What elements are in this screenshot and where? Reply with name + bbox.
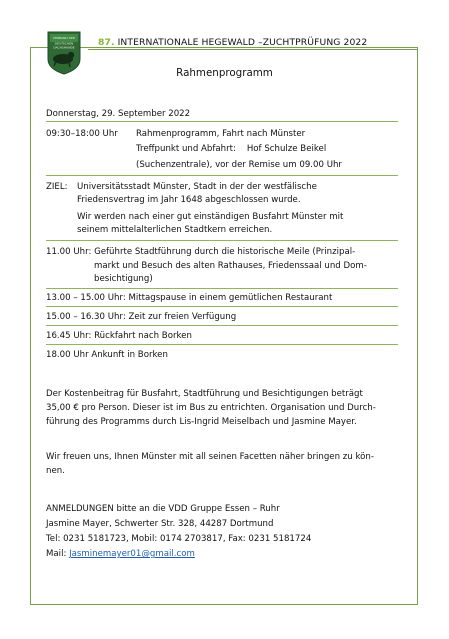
schedule-item-cont: besichtigung)	[94, 274, 153, 284]
event-date: Donnerstag, 29. September 2022	[46, 109, 191, 119]
svg-text:DEUTSCHEN: DEUTSCHEN	[54, 41, 74, 46]
schedule-item: 11.00 Uhr: Geführte Stadtführung durch die historische Meile (Prinzipal-	[46, 247, 356, 257]
program-line: (Suchenzentrale), vor der Remise um 09.00 Uhr	[136, 160, 342, 170]
edition-number: 87.	[98, 37, 115, 48]
cost-text: 35,00 € pro Person. Dieser ist im Bus zu entrichten. Organisation und Durch-	[46, 403, 376, 413]
mail-label: Mail:	[46, 549, 67, 559]
ziel-line: Universitätsstadt Münster, Stadt in der der westfälische	[77, 182, 317, 192]
closing-text: Wir freuen uns, Ihnen Münster mit all seinen Facetten näher bringen zu kön-	[46, 452, 374, 462]
divider	[46, 240, 398, 241]
closing-text: nen.	[46, 466, 65, 476]
divider	[46, 306, 398, 307]
registration-heading: ANMELDUNGEN bitte an die VDD Gruppe Essen – Ruhr	[46, 504, 280, 514]
divider	[46, 325, 398, 326]
ziel-line: Friedensvertrag im Jahr 1648 abgeschlossen wurde.	[77, 195, 301, 205]
contact-address: Jasmine Mayer, Schwerter Str. 328, 44287 Dortmund	[46, 519, 274, 529]
schedule-item: 15.00 – 16.30 Uhr: Zeit zur freien Verfügung	[46, 312, 237, 322]
ziel-label: ZIEL:	[46, 182, 68, 192]
divider	[46, 288, 398, 289]
schedule-item: 18.00 Uhr Ankunft in Borken	[46, 350, 168, 360]
svg-text:DACHSHUNDE: DACHSHUNDE	[53, 45, 75, 50]
schedule-item: 16.45 Uhr: Rückfahrt nach Borken	[46, 331, 192, 341]
cost-text: führung des Programms durch Lis-Ingrid Meiselbach und Jasmine Mayer.	[46, 417, 357, 427]
program-time: 09:30–18:00 Uhr	[46, 129, 118, 139]
schedule-item: 13.00 – 15.00 Uhr: Mittagspause in einem gemütlichen Restaurant	[46, 293, 333, 303]
contact-mail-row	[46, 548, 195, 560]
program-line: Rahmenprogramm, Fahrt nach Münster	[136, 129, 306, 139]
divider	[46, 121, 398, 122]
page-title: Rahmenprogramm	[176, 67, 273, 79]
header-divider	[88, 49, 418, 50]
event-name: INTERNATIONALE HEGEWALD –ZUCHTPRÜFUNG 2022	[117, 37, 368, 48]
program-line: Treffpunkt und Abfahrt: Hof Schulze Beikel	[136, 144, 327, 154]
header-title	[98, 37, 367, 48]
divider	[46, 175, 398, 176]
ziel-line: Wir werden nach einer gut einständigen Busfahrt Münster mit	[77, 212, 344, 222]
divider	[46, 344, 398, 345]
contact-phone: Tel: 0231 5181723, Mobil: 0174 2703817, Fax: 0231 5181724	[46, 534, 312, 544]
schedule-item-cont: markt und Besuch des alten Rathauses, Friedenssaal und Dom-	[94, 261, 367, 271]
cost-text: Der Kostenbeitrag für Busfahrt, Stadtführung und Besichtigungen beträgt	[46, 389, 363, 399]
svg-text:VERBAND DER: VERBAND DER	[53, 36, 75, 41]
ziel-line: seinem mittelalterlichen Stadtkern erreichen.	[77, 225, 273, 235]
email-link[interactable]: Jasminemayer01@gmail.com	[69, 549, 195, 559]
